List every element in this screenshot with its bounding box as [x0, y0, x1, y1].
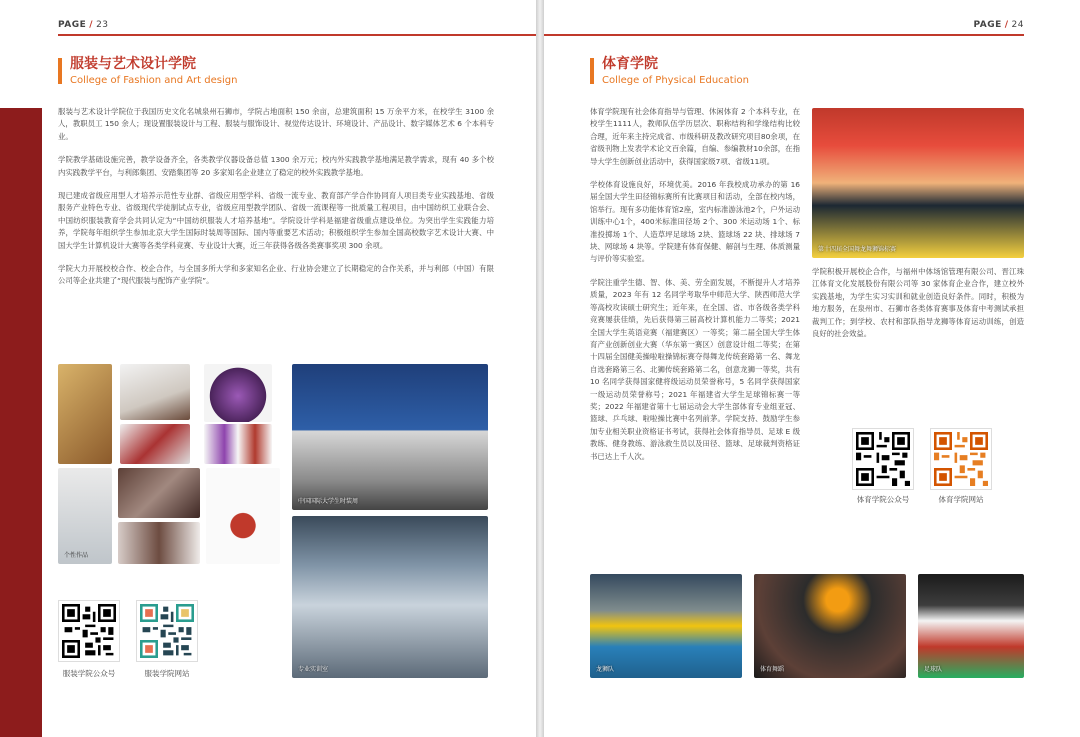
paragraph: 学校体育设施良好，环境优美。2016 年我校成功承办的第 16 届全国大学生田径锦标赛所有比赛项目和活动，全部在校内场，馆举行。现有多功能体育馆2座，室内标准游泳池2个，户外运动训练中心1个，400米标准田径场 2个、300 米运动场 1个、标准投掷场 1个、人造草坪足球场 2块、篮球场 22 块、排球场 7 块、网球场 4 块等。学院建有体育保健、解剖与生理、体质测量与评价等实验室。 — [590, 180, 800, 264]
photo-lab — [292, 516, 488, 678]
photo-caption: 龙狮队 — [596, 666, 615, 673]
paragraph: 体育学院现有社会体育指导与管理、休闲体育 2 个本科专业，在校学生1111人，教师队伍学历层次、职称结构和学缘结构比较合理，近年来主持完成省、市级科研及教改研究项目80余项，在省级刊物上发表学术论文百余篇，自编、参编教材10余部，在指导大学生创新创业活动中，获得国家级7项、省级11项。 — [590, 107, 800, 166]
photo-bags — [118, 522, 200, 564]
page-right — [544, 0, 1080, 737]
paragraph: 学院注重学生德、智、体、美、劳全面发展，不断提升人才培养质量，2023 年有 12 名同学考取华中师范大学、陕西师范大学等高校攻读硕士研究生；近年来，在全国、省、市各级各类学科竞赛屡获佳绩，先后获得第三届高校计算机能力二等奖；2021全国大学生英语竞赛（福建赛区）一等奖；第二届全国大学生体育产业创新创业大赛（华东第一赛区）创意设计组二等奖；在第十四届全国健美操啦啦操锦标赛夺得舞龙传统套路第一名、舞龙自选套路第三名、北狮传统套路第二名，创意龙狮一等奖，共有 10 名同学获得国家健将级运动员荣誉称号，5 名同学获得国家一级运动员荣誉称号；2021 年福建省大学生足球锦标赛一等奖；2022 年福建省第十七届运动会大学生部体育专业组亚冠、篮球、乒乓球、啦啦操比赛中名列前茅。学院支持、鼓励学生参加专业相关职业资格证书考试，获得社会体育指导员、足球 E 级教练、健身教练、游泳救生员以及田径、篮球、足球裁判资格证书已达上千人次。 — [590, 277, 800, 461]
photo-red-chairs — [206, 468, 280, 564]
qr-code-wechat[interactable] — [852, 428, 914, 490]
qr-code-icon — [62, 604, 116, 658]
photo-martial-arts — [590, 574, 742, 678]
photo-lion-dance — [812, 108, 1024, 258]
title-en: College of Physical Education — [602, 75, 749, 86]
photo-caption: 足球队 — [924, 666, 943, 673]
photo-team — [918, 574, 1024, 678]
photo-purple-shoe — [204, 364, 272, 422]
side-tab — [0, 108, 42, 737]
page-number: 23 — [96, 20, 109, 30]
page-number: 24 — [1011, 20, 1024, 30]
qr-code-icon — [934, 432, 988, 486]
photo-group — [292, 364, 488, 510]
page-label: PAGE — [973, 20, 1002, 30]
body-text-col1 — [590, 106, 800, 474]
qr-label: 体育学院公众号 — [856, 495, 910, 504]
title-cn: 服装与艺术设计学院 — [70, 56, 196, 72]
page-label: PAGE — [58, 20, 87, 30]
photo-heels — [120, 424, 190, 464]
photo-shoe — [120, 364, 190, 420]
body-text — [58, 106, 494, 299]
title-en: College of Fashion and Art design — [70, 75, 238, 86]
photo-shoes-pair — [204, 424, 272, 464]
header-rule — [544, 34, 1024, 36]
photo-cad — [58, 468, 112, 564]
qr-code-icon — [140, 604, 194, 658]
page-header: PAGE / 24 — [973, 20, 1024, 30]
qr-code-icon — [856, 432, 910, 486]
title-cn: 体育学院 — [602, 56, 658, 72]
qr-label: 体育学院网站 — [938, 495, 984, 504]
paragraph: 学院积极开展校企合作，与福州中体场馆管理有限公司、晋江珠江体育文化发展股份有限公司等 30 家体育企业合作，建立校外实践基地，为学生实习实训和就业创造良好条件。同时，积极为地方服务，在泉州市、石狮市各类体育赛事及体育中考测试承担裁判工作；到学校、农村和部队指导龙狮等体育运动训练，创造良好的社会效益。 — [812, 267, 1024, 339]
qr-code-wechat[interactable] — [58, 600, 120, 662]
paragraph: 现已建成省级应用型人才培养示范性专业群、省级应用型学科、省级一流专业、教育部产学合作协同育人项目类专业实践基地、省级服务产业特色专业、省级现代学徒制试点专业，省级应用型教学团队、省级一流课程等一批质量工程项目，由中国纺织工业联合会、中国纺织服装教育学会共同认定为“中国纺织服装人才培养基地”。学院设计学科是福建省级重点建设单位。为突出学生实践能力培养，学院每年组织学生参加北京大学生国际时装周等国际、国内等重要艺术活动；积极组织学生参加全国高校数字艺术设计大赛、中国大学生计算机设计大赛等各类学科竞赛、专业设计大赛，近三年获得各级各类赛事奖项 300 余项。 — [58, 191, 494, 250]
photo-leather — [118, 468, 200, 518]
photo-caption: 中国国际大学生时装周 — [298, 498, 359, 505]
qr-code-website[interactable] — [930, 428, 992, 490]
page-gutter — [536, 0, 544, 737]
photo-caption: 专业实训室 — [298, 666, 329, 673]
qr-code-website[interactable] — [136, 600, 198, 662]
page-header: PAGE / 23 — [58, 20, 109, 30]
photo-design-board — [58, 364, 112, 464]
section-title — [590, 56, 749, 88]
photo-caption: 第十四届全国舞龙舞狮锦标赛 — [818, 246, 897, 253]
photo-dance — [754, 574, 906, 678]
page-left — [0, 0, 536, 737]
paragraph: 服装与艺术设计学院位于我国历史文化名城泉州石狮市，学院占地面积 150 余亩，总建筑面积 15 万余平方米，在校学生 3100 余人，教职员工 150 余人；现设置服装设计与工程、服装与服饰设计、视觉传达设计、环境设计、产品设计、数字媒体艺术 6 个本科专业。 — [58, 107, 494, 141]
body-text-col2 — [812, 266, 1024, 351]
paragraph: 学院教学基础设施完善，教学设备齐全，各类教学仪器设备总值 1300 余万元；校内外实践教学基地满足教学需求，现有 40 多个校内实践教学平台，与利郎集团、安踏集团等 20 多家知名企业建立了稳定的校外实践教学基地。 — [58, 155, 494, 177]
qr-label: 服装学院公众号 — [62, 669, 116, 678]
photo-caption: 个性作品 — [64, 552, 89, 559]
section-title — [58, 56, 237, 88]
paragraph: 学院大力开展校校合作、校企合作，与全国多所大学和多家知名企业、行业协会建立了长期稳定的合作关系，并与利郎（中国）有限公司等企业共建了“现代服装与配饰产业学院”。 — [58, 264, 494, 286]
header-rule — [58, 34, 536, 36]
photo-caption: 体育舞蹈 — [760, 666, 785, 673]
qr-label: 服装学院网站 — [144, 669, 190, 678]
